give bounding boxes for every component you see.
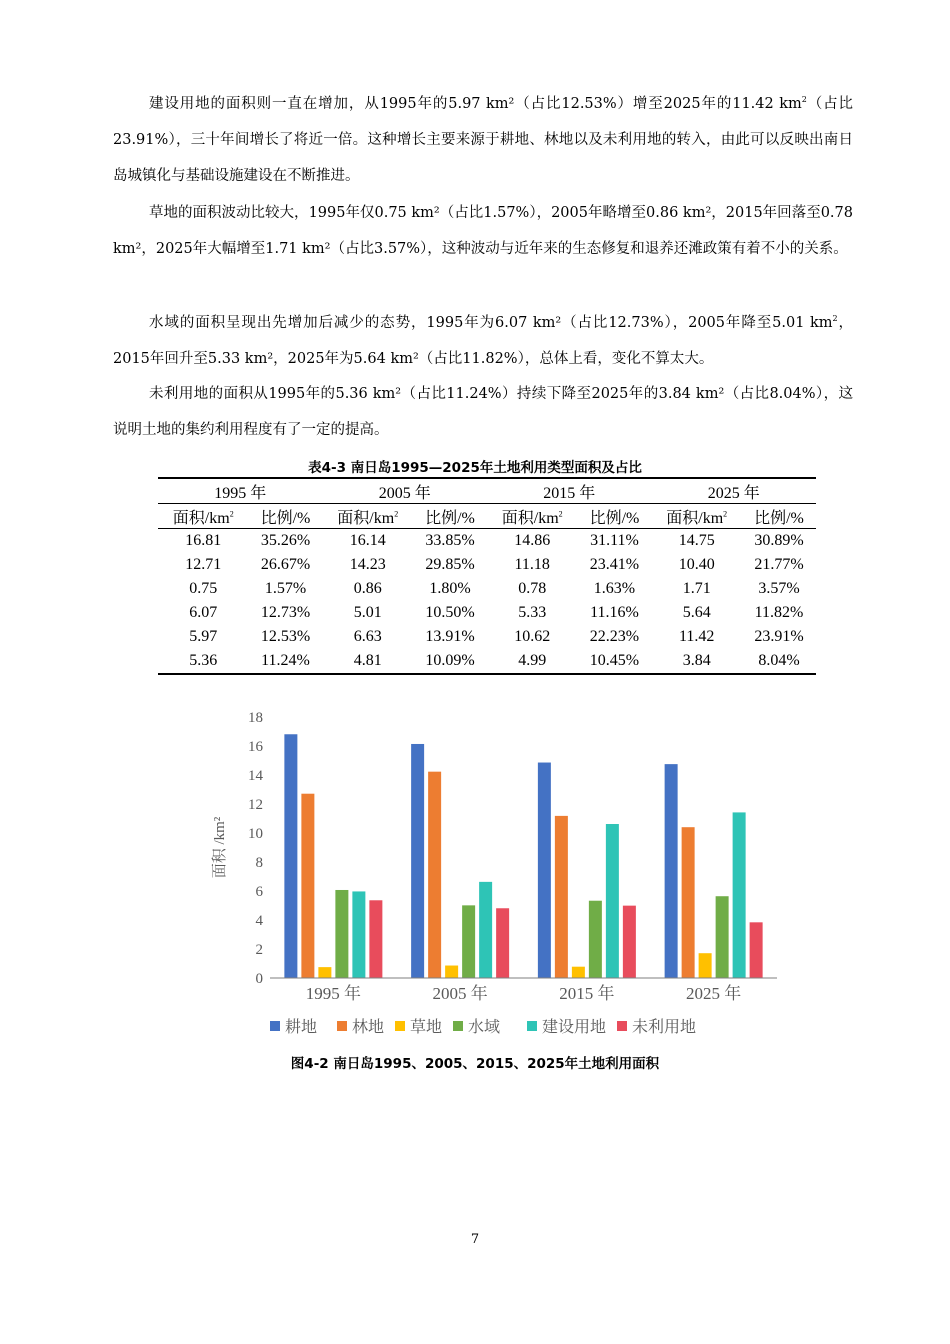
ratio-cell: 8.04% xyxy=(742,649,816,674)
legend-swatch xyxy=(395,1021,405,1031)
y-tick-label: 8 xyxy=(255,855,263,871)
area-cell: 11.42 xyxy=(679,628,715,645)
bar-林地 xyxy=(555,816,568,978)
year-header: 1995 年 xyxy=(158,478,322,504)
bar-建设用地 xyxy=(733,812,746,978)
table-subheader-row xyxy=(158,504,816,529)
paragraph-text: （占比23.91%），三十年间增长了将近一倍。这种增长主要来源于耕地、林地以及未利用地的转入，由此可以反映出南日岛城镇化与基础设施建设在不断推进。 xyxy=(113,96,853,184)
paragraph-text: 未利用地的面积从1995年的5.36 km²（占比11.24%）持续下降至2025年的3.84 km²（占比8.04%），这说明土地的集约利用程度有了一定的提高。 xyxy=(113,386,853,438)
year-header: 2015 年 xyxy=(487,478,651,504)
land-use-bar-chart xyxy=(195,700,785,1045)
bar-草地 xyxy=(699,953,712,978)
y-tick-label: 6 xyxy=(255,884,263,900)
area-cell: 14.23 xyxy=(349,556,386,573)
bar-草地 xyxy=(572,967,585,978)
ratio-cell: 11.82% xyxy=(754,604,804,621)
area-cell: 3.84 xyxy=(651,649,742,674)
ratio-cell: 33.85% xyxy=(425,532,475,549)
ratio-cell: 3.57% xyxy=(758,580,800,597)
ratio-cell: 30.89% xyxy=(754,532,804,549)
legend-swatch xyxy=(617,1021,627,1031)
paragraph-text: 草地的面积波动比较大，1995年仅0.75 km²（占比1.57%），2005年略增至0.86 km²，2015年回落至0.78 km²，2025年大幅增至1.71 km²（占比3.57%），这种波动与近年来的生态修复和退养还滩政策有着不小的关系。 xyxy=(113,205,853,257)
ratio-cell: 23.41% xyxy=(589,556,640,573)
bar-林地 xyxy=(428,772,441,978)
area-cell: 6.63 xyxy=(353,628,382,645)
ratio-cell: 11.16% xyxy=(590,604,639,621)
bar-建设用地 xyxy=(352,891,365,978)
ratio-header: 比例/% xyxy=(249,504,323,529)
area-header: 面积$/km^2$ xyxy=(158,504,249,529)
ratio-header: 比例/% xyxy=(742,504,816,529)
year-header: 2005 年 xyxy=(322,478,486,504)
paragraph-grassland xyxy=(113,195,853,267)
bar-林地 xyxy=(301,794,314,978)
y-tick-label: 14 xyxy=(248,768,263,784)
area-header: 面积$/km^2$ xyxy=(651,504,742,529)
ratio-cell: 1.63% xyxy=(593,580,636,597)
bar-水域 xyxy=(589,901,602,978)
y-tick-label: 18 xyxy=(248,710,263,726)
area-cell: 10.62 xyxy=(514,628,551,645)
y-tick-label: 0 xyxy=(255,971,263,987)
ratio-cell: 10.45% xyxy=(577,649,651,674)
bar-耕地 xyxy=(411,744,424,978)
x-tick-label: 2015 年 xyxy=(559,984,615,1003)
bar-耕地 xyxy=(284,734,297,978)
bar-未利用地 xyxy=(369,900,382,978)
legend-swatch xyxy=(453,1021,463,1031)
bar-耕地 xyxy=(538,763,551,978)
legend-label: 未利用地 xyxy=(632,1019,697,1036)
area-cell: 0.86 xyxy=(353,580,382,597)
table-row xyxy=(158,553,816,577)
paragraph-text: 建设用地的面积则一直在增加，从1995年的5.97 km²（占比12.53%）增至2025年的11.42 km xyxy=(149,96,802,112)
bar-水域 xyxy=(716,896,729,978)
bar-建设用地 xyxy=(606,824,619,978)
table-row xyxy=(158,601,816,625)
bar-水域 xyxy=(462,905,475,978)
table-row xyxy=(158,577,816,601)
x-tick-label: 2025 年 xyxy=(686,984,742,1003)
area-cell: 0.78 xyxy=(518,580,547,597)
area-cell: 4.81 xyxy=(322,649,413,674)
table-row xyxy=(158,649,816,674)
area-cell: 4.99 xyxy=(487,649,578,674)
ratio-cell: 21.77% xyxy=(754,556,804,573)
superscript: 2 xyxy=(801,95,807,105)
ratio-cell: 26.67% xyxy=(260,556,311,573)
ratio-cell: 23.91% xyxy=(754,628,804,645)
area-cell: 5.01 xyxy=(353,604,382,621)
bar-林地 xyxy=(682,827,695,978)
year-header: 2025 年 xyxy=(651,478,816,504)
area-cell: 1.71 xyxy=(682,580,711,597)
superscript: 2 xyxy=(832,314,838,324)
y-tick-label: 2 xyxy=(255,942,263,958)
y-tick-label: 4 xyxy=(255,913,263,929)
area-cell: 14.75 xyxy=(678,532,715,549)
ratio-cell: 22.23% xyxy=(589,628,640,645)
legend-swatch xyxy=(337,1021,347,1031)
x-tick-label: 1995 年 xyxy=(305,984,361,1003)
legend-label: 建设用地 xyxy=(542,1019,607,1036)
bar-未利用地 xyxy=(623,906,636,978)
area-cell: 6.07 xyxy=(189,604,218,621)
page-number: 7 xyxy=(470,1232,480,1247)
legend-label: 草地 xyxy=(410,1019,443,1036)
bar-建设用地 xyxy=(479,882,492,978)
ratio-header: 比例/% xyxy=(577,504,651,529)
ratio-cell: 31.11% xyxy=(590,532,639,549)
area-cell: 16.14 xyxy=(349,532,386,549)
bar-草地 xyxy=(445,966,458,978)
ratio-cell: 12.73% xyxy=(260,604,311,621)
bar-未利用地 xyxy=(496,908,509,978)
area-cell: 5.64 xyxy=(682,604,711,621)
ratio-cell: 13.91% xyxy=(425,628,475,645)
table-row xyxy=(158,529,816,554)
paragraph-text: ，2015年回升至5.33 km²，2025年为5.64 km²（占比11.82%），总体上看，变化不算太大。 xyxy=(113,315,854,367)
area-header: 面积$/km^2$ xyxy=(322,504,413,529)
ratio-cell: 12.53% xyxy=(260,628,311,645)
legend-label: 水域 xyxy=(468,1019,501,1036)
bar-未利用地 xyxy=(750,922,763,978)
figure-caption: 图4-2 南日岛1995、2005、2015、2025年土地利用面积 xyxy=(290,1056,660,1072)
y-tick-label: 12 xyxy=(248,797,263,813)
bar-耕地 xyxy=(665,764,678,978)
area-cell: 12.71 xyxy=(185,556,222,573)
y-axis-label: 面积 /km² xyxy=(212,816,228,879)
paragraph-construction-land xyxy=(113,86,853,194)
y-tick-label: 16 xyxy=(248,739,263,755)
area-cell: 0.75 xyxy=(189,580,218,597)
paragraph-text: 水域的面积呈现出先增加后减少的态势，1995年为6.07 km²（占比12.73%），2005年降至5.01 km xyxy=(149,315,833,331)
table-body xyxy=(158,529,816,675)
ratio-cell: 10.50% xyxy=(425,604,475,621)
legend-label: 林地 xyxy=(352,1019,385,1036)
area-cell: 10.40 xyxy=(678,556,715,573)
paragraph-unused-land xyxy=(113,376,853,448)
bar-草地 xyxy=(318,967,331,978)
ratio-cell: 1.80% xyxy=(429,580,471,597)
area-cell: 5.97 xyxy=(189,628,218,645)
legend-swatch xyxy=(270,1021,280,1031)
legend-label: 耕地 xyxy=(285,1019,318,1036)
ratio-cell: 29.85% xyxy=(425,556,475,573)
area-cell: 14.86 xyxy=(514,532,551,549)
land-use-table xyxy=(158,477,816,675)
table-row xyxy=(158,625,816,649)
area-cell: 11.18 xyxy=(514,556,550,573)
ratio-cell: 1.57% xyxy=(264,580,307,597)
paragraph-water xyxy=(113,305,853,377)
table-year-header-row xyxy=(158,478,816,504)
table-caption: 表4-3 南日岛1995—2025年土地利用类型面积及占比 xyxy=(308,460,642,476)
area-cell: 5.33 xyxy=(518,604,547,621)
area-cell: 16.81 xyxy=(185,532,222,549)
legend-swatch xyxy=(527,1021,537,1031)
x-tick-label: 2005 年 xyxy=(432,984,488,1003)
area-cell: 5.36 xyxy=(158,649,249,674)
ratio-cell: 35.26% xyxy=(260,532,311,549)
bar-水域 xyxy=(335,890,348,978)
area-header: 面积$/km^2$ xyxy=(487,504,578,529)
ratio-cell: 10.09% xyxy=(413,649,487,674)
y-tick-label: 10 xyxy=(248,826,263,842)
ratio-header: 比例/% xyxy=(413,504,487,529)
ratio-cell: 11.24% xyxy=(249,649,323,674)
